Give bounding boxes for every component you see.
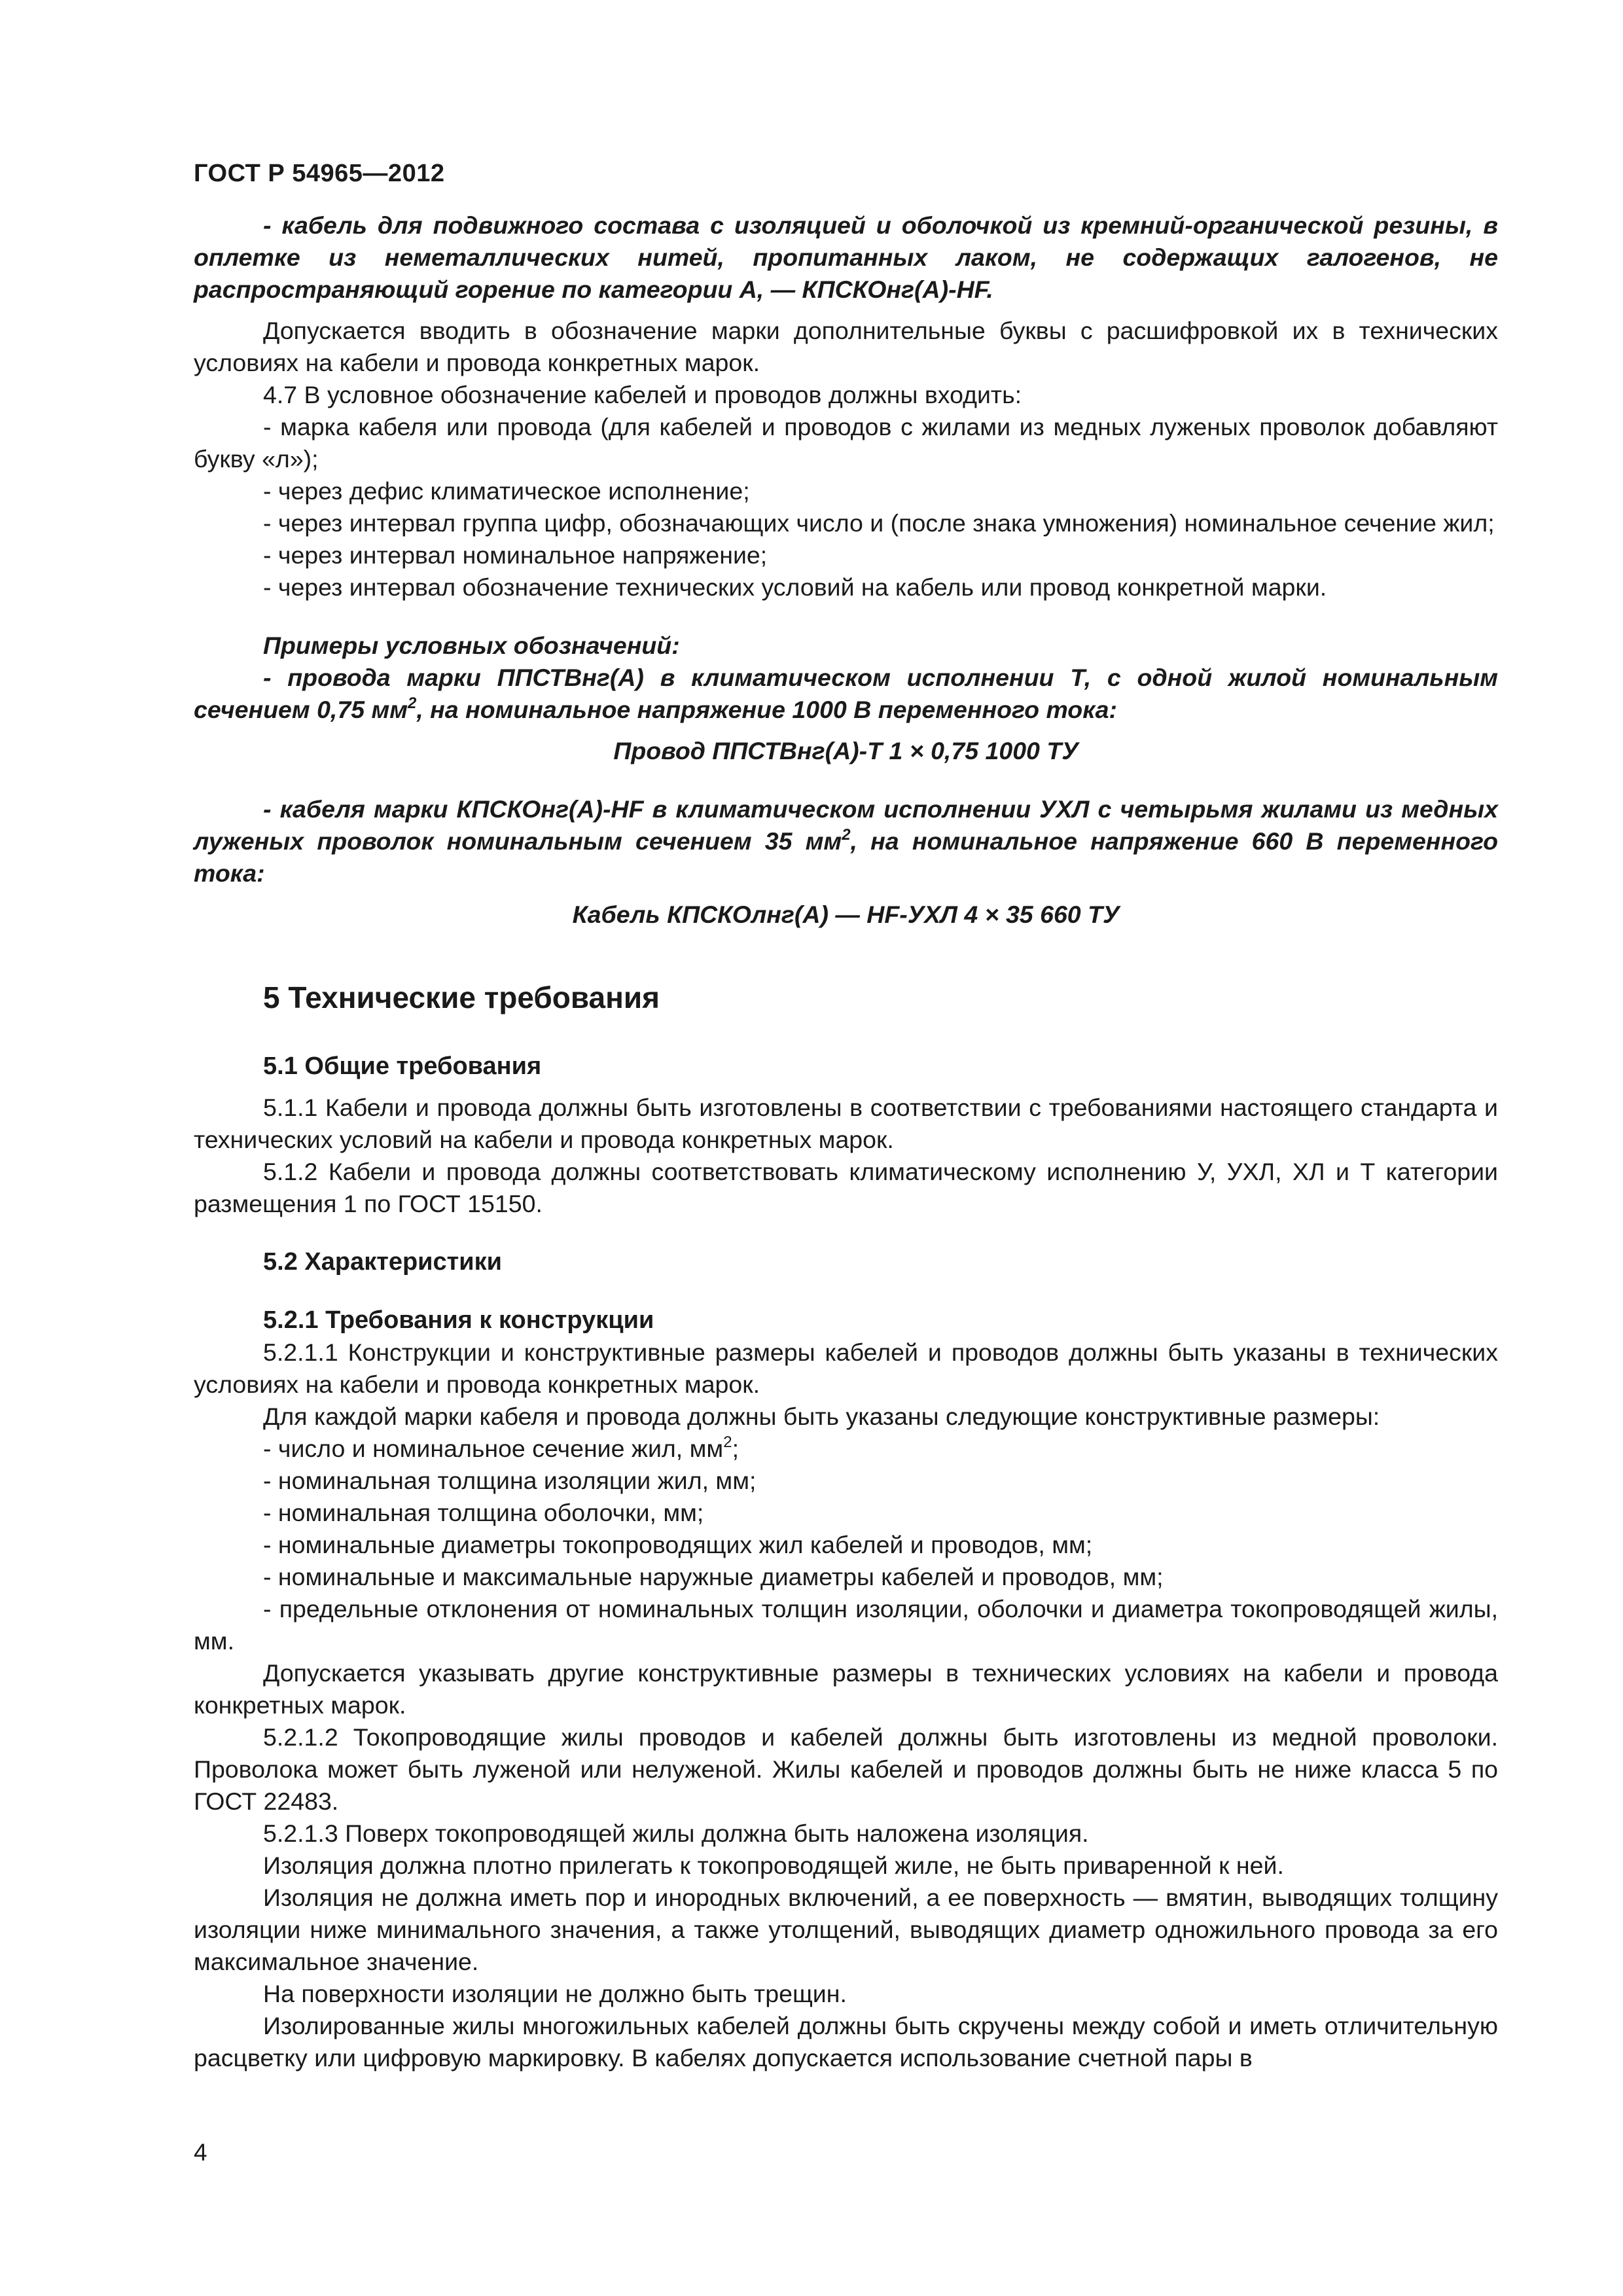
example-2-text: - кабеля марки КПСКОнг(А)-HF в климатическом исполнении УХЛ с четырьмя жилами из медных луженых проволок номинальным сечением 35 $мм^2$, на номинальное напряжение 660 В переменного тока: [194, 795, 1498, 887]
section-5-2-1-heading: 5.2.1 Требования к конструкции [263, 1306, 654, 1334]
insulation-paragraph: Изоляция должна плотно прилегать к токопроводящей жиле, не быть приваренной к ней. [263, 1852, 1284, 1879]
clause-5-2-1-2: 5.2.1.2 Токопроводящие жилы проводов и кабелей должны быть изготовлены из медной проволоки. Проволока может быть луженой или нелуженой. Жилы кабелей и проводов должны быть не ниже класса 5 по ГОСТ 22483. [194, 1723, 1498, 1815]
clause-5-2-1-3: 5.2.1.3 Поверх токопроводящей жилы должна быть наложена изоляция. [263, 1820, 1089, 1847]
clause-4-7-item: - через интервал группа цифр, обозначающих число и (после знака умножения) номинальное сечение жил; [263, 509, 1495, 537]
additional-letters-paragraph: Допускается вводить в обозначение марки дополнительные буквы с расшифровкой их в технических условиях на кабели и провода конкретных марок. [194, 317, 1498, 376]
sizes-intro: Для каждой марки кабеля и провода должны быть указаны следующие конструктивные размеры: [263, 1403, 1380, 1430]
size-item: - число и номинальное сечение жил, $мм^2$; [263, 1433, 739, 1462]
section-5-heading: 5 Технические требования [263, 980, 660, 1014]
insulation-paragraph: Изолированные жилы многожильных кабелей должны быть скручены между собой и иметь отличительную расцветку или цифровую маркировку. В кабелях допускается использование счетной пары в [194, 2012, 1498, 2072]
example-1-designation: Провод ППСТВнг(А)-Т 1 × 0,75 1000 ТУ [613, 737, 1079, 764]
size-item: - номинальная толщина оболочки, мм; [263, 1499, 704, 1526]
examples-title: Примеры условных обозначений: [263, 632, 680, 659]
clause-4-7-title: 4.7 В условное обозначение кабелей и проводов должны входить: [263, 381, 1022, 408]
example-2-designation: Кабель КПСКОлнг(А) — HF-УХЛ 4 × 35 660 ТУ [572, 901, 1120, 928]
clause-4-7-item: - через интервал номинальное напряжение; [263, 541, 768, 569]
clause-4-7-item: - через дефис климатическое исполнение; [263, 477, 750, 505]
document-header: ГОСТ Р 54965—2012 [194, 160, 445, 187]
other-sizes-paragraph: Допускается указывать другие конструктивные размеры в технических условиях на кабели и провода конкретных марок. [194, 1659, 1498, 1719]
example-1-text: - провода марки ППСТВнг(А) в климатическом исполнении Т, с одной жилой номинальным сечением 0,75 $мм^2$, на номинальное напряжение 1000 В переменного тока: [194, 664, 1498, 723]
clause-4-7-item: - через интервал обозначение технических условий на кабель или провод конкретной марки. [263, 573, 1327, 601]
section-5-1-heading: 5.1 Общие требования [263, 1052, 542, 1080]
clause-4-7-item: - марка кабеля или провода (для кабелей и проводов с жилами из медных луженых проволок добавляют букву «л»); [194, 413, 1498, 473]
page-number: 4 [194, 2139, 207, 2166]
example-kpsko-paragraph: - кабель для подвижного состава с изоляцией и оболочкой из кремний-органической резины, в оплетке из неметаллических нитей, пропитанных лаком, не содержащих галогенов, не распространяющий горение по категории А, — КПСКОнг(А)-HF. [194, 211, 1498, 303]
clause-5-1-1: 5.1.1 Кабели и провода должны быть изготовлены в соответствии с требованиями настоящего стандарта и технических условий на кабели и провода конкретных марок. [194, 1094, 1498, 1153]
size-item: - номинальная толщина изоляции жил, мм; [263, 1467, 757, 1494]
insulation-paragraph: На поверхности изоляции не должно быть трещин. [263, 1980, 847, 2007]
section-5-2-heading: 5.2 Характеристики [263, 1248, 503, 1276]
clause-5-1-2: 5.1.2 Кабели и провода должны соответствовать климатическому исполнению У, УХЛ, ХЛ и Т категории размещения 1 по ГОСТ 15150. [194, 1158, 1498, 1217]
size-item: - номинальные диаметры токопроводящих жил кабелей и проводов, мм; [263, 1531, 1093, 1558]
insulation-paragraph: Изоляция не должна иметь пор и инородных включений, а ее поверхность — вмятин, выводящих толщину изоляции ниже минимального значения, а также утолщений, выводящих диаметр одножильного провода за его максимальное значение. [194, 1884, 1498, 1975]
page-content [194, 209, 1498, 2074]
size-item: - предельные отклонения от номинальных толщин изоляции, оболочки и диаметра токопроводящей жилы, мм. [194, 1595, 1498, 1655]
clause-5-2-1-1: 5.2.1.1 Конструкции и конструктивные размеры кабелей и проводов должны быть указаны в технических условиях на кабели и провода конкретных марок. [194, 1338, 1498, 1398]
size-item: - номинальные и максимальные наружные диаметры кабелей и проводов, мм; [263, 1563, 1164, 1590]
